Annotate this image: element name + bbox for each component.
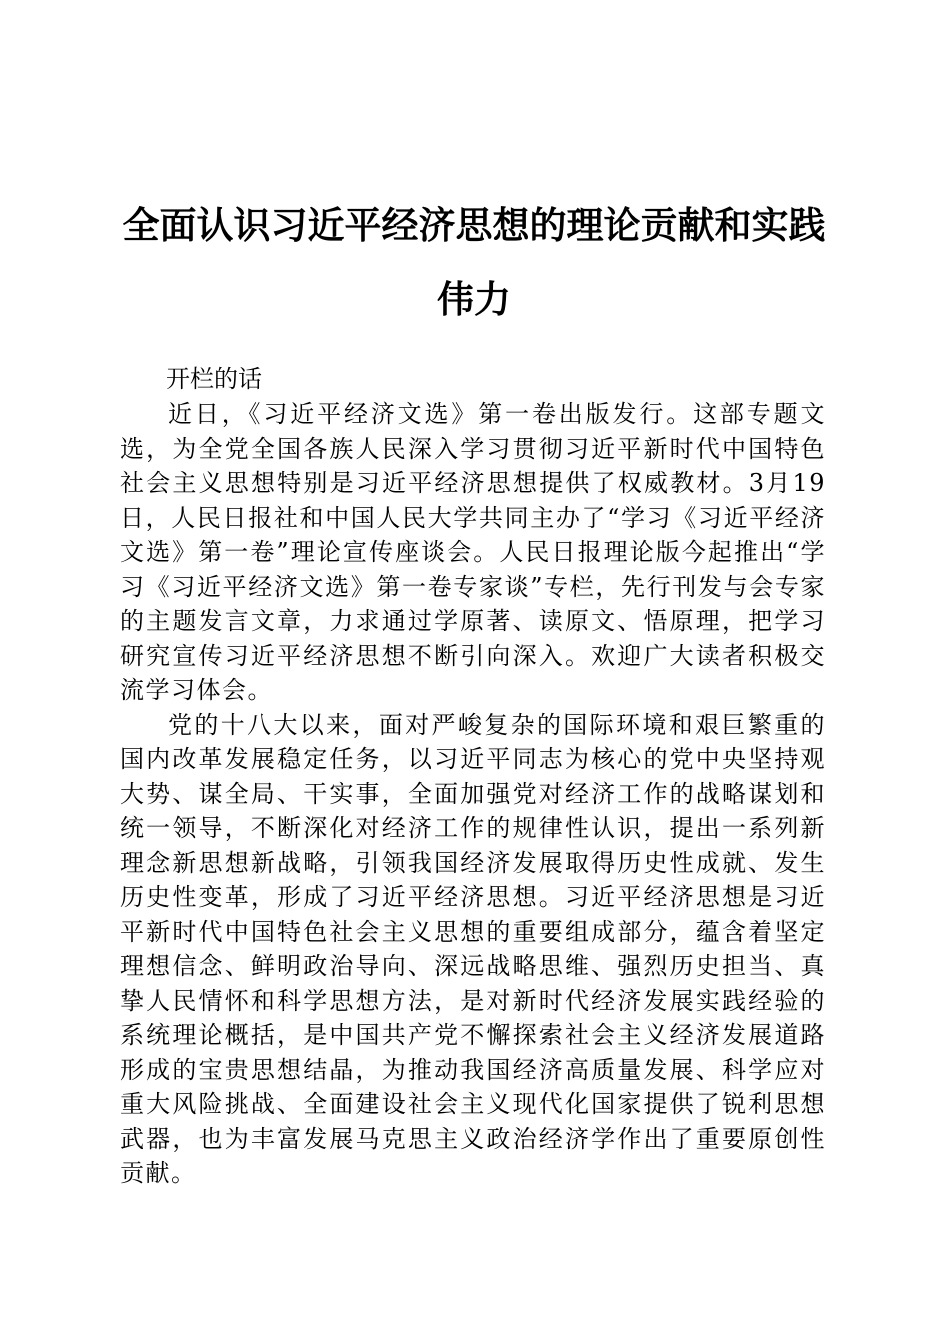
document-title: 全面认识习近平经济思想的理论贡献和实践伟力	[122, 203, 826, 321]
paragraph-intro: 近日，《习近平经济文选》第一卷出版发行。这部专题文选，为全党全国各族人民深入学习贯彻习近平新时代中国特色社会主义思想特别是习近平经济思想提供了权威教材。3月19日，人民日报社和中国人民大学共同主办了“学习《习近平经济文选》第一卷”理论宣传座谈会。人民日报理论版今起推出“学习《习近平经济文选》第一卷专家谈”专栏，先行刊发与会专家的主题发言文章，力求通过学原著、读原文、悟原理，把学习研究宣传习近平经济思想不断引向深入。欢迎广大读者积极交流学习体会。	[120, 400, 826, 704]
document-body	[120, 397, 826, 1191]
paragraph-main: 党的十八大以来，面对严峻复杂的国际环境和艰巨繁重的国内改革发展稳定任务，以习近平同志为核心的党中央坚持观大势、谋全局、干实事，全面加强党对经济工作的战略谋划和统一领导，不断深化对经济工作的规律性认识，提出一系列新理念新思想新战略，引领我国经济发展取得历史性成就、发生历史性变革，形成了习近平经济思想。习近平经济思想是习近平新时代中国特色社会主义思想的重要组成部分，蕴含着坚定理想信念、鲜明政治导向、深远战略思维、强烈历史担当、真挚人民情怀和科学思想方法，是对新时代经济发展实践经验的系统理论概括，是中国共产党不懈探索社会主义经济发展道路形成的宝贵思想结晶，为推动我国经济高质量发展、科学应对重大风险挑战、全面建设社会主义现代化国家提供了锐利思想武器，也为丰富发展马克思主义政治经济学作出了重要原创性贡献。	[120, 710, 826, 1187]
column-intro-label: 开栏的话	[166, 365, 262, 393]
